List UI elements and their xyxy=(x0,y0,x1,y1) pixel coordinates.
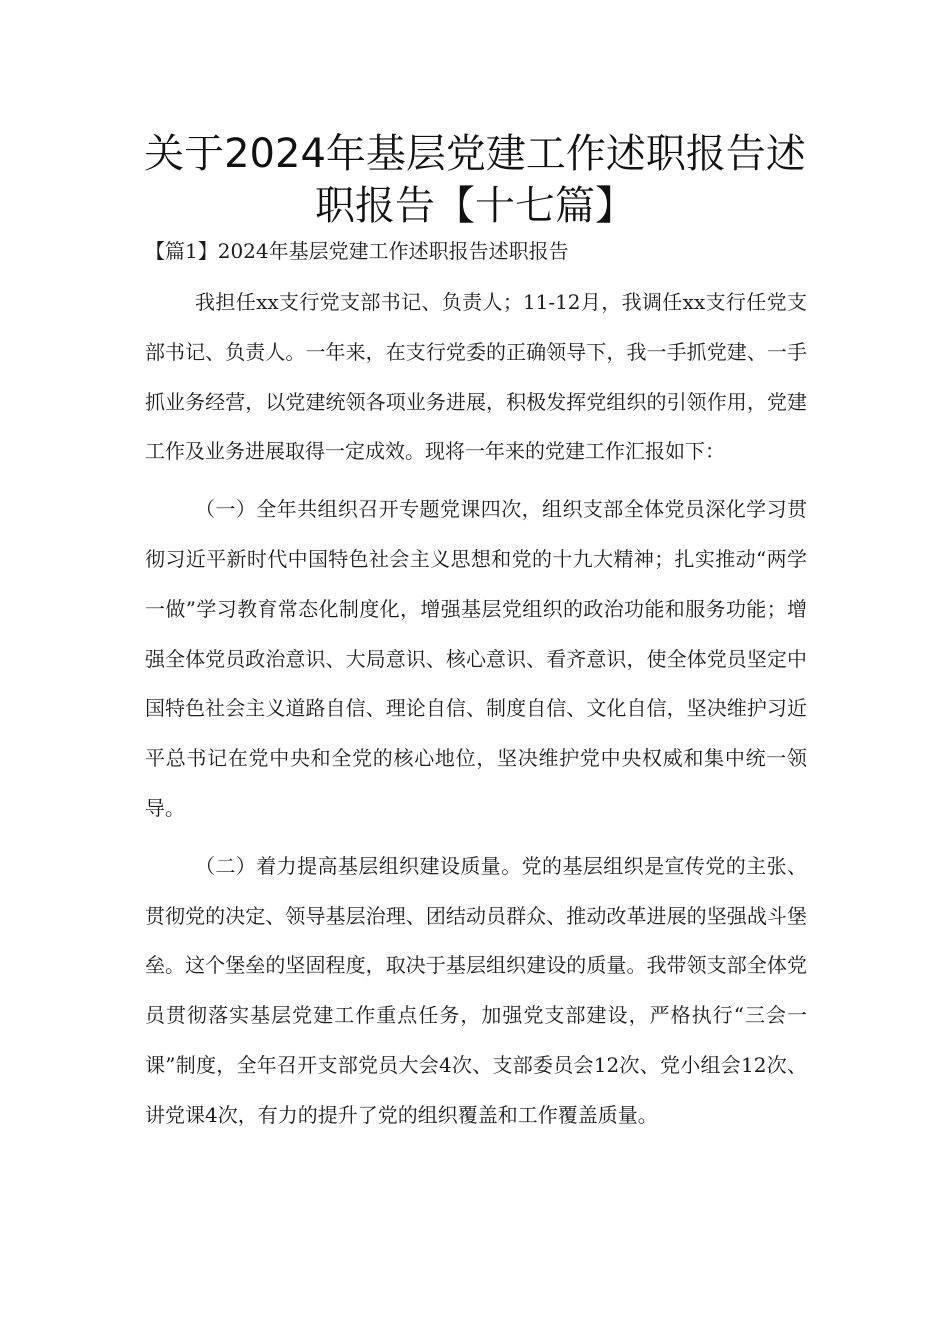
document-body xyxy=(145,278,807,1149)
article-heading: 【篇1】2024年基层党建工作述职报告述职报告 xyxy=(145,239,569,263)
paragraph: 我担任xx支行党支部书记、负责人；11-12月，我调任xx支行任党支部书记、负责人。一年来，在支行党委的正确领导下，我一手抓党建、一手抓业务经营，以党建统领各项业务进展，积极发挥党组织的引领作用，党建工作及业务进展取得一定成效。现将一年来的党建工作汇报如下： xyxy=(145,290,807,464)
paragraph: （一）全年共组织召开专题党课四次，组织支部全体党员深化学习贯彻习近平新时代中国特色社会主义思想和党的十九大精神；扎实推动“两学一做”学习教育常态化制度化，增强基层党组织的政治功能和服务功能；增强全体党员政治意识、大局意识、核心意识、看齐意识，使全体党员坚定中国特色社会主义道路自信、理论自信、制度自信、文化自信，坚决维护习近平总书记在党中央和全党的核心地位，坚决维护党中央权威和集中统一领导。 xyxy=(145,497,807,820)
paragraph: （二）着力提高基层组织建设质量。党的基层组织是宣传党的主张、贯彻党的决定、领导基层治理、团结动员群众、推动改革进展的坚强战斗堡垒。这个堡垒的坚固程度，取决于基层组织建设的质量。我带领支部全体党员贯彻落实基层党建工作重点任务，加强党支部建设，严格执行“三会一课”制度，全年召开支部党员大会4次、支部委员会12次、党小组会12次、讲党课4次，有力的提升了党的组织覆盖和工作覆盖质量。 xyxy=(145,853,807,1127)
document-title: 关于2024年基层党建工作述职报告述职报告【十七篇】 xyxy=(144,131,806,229)
